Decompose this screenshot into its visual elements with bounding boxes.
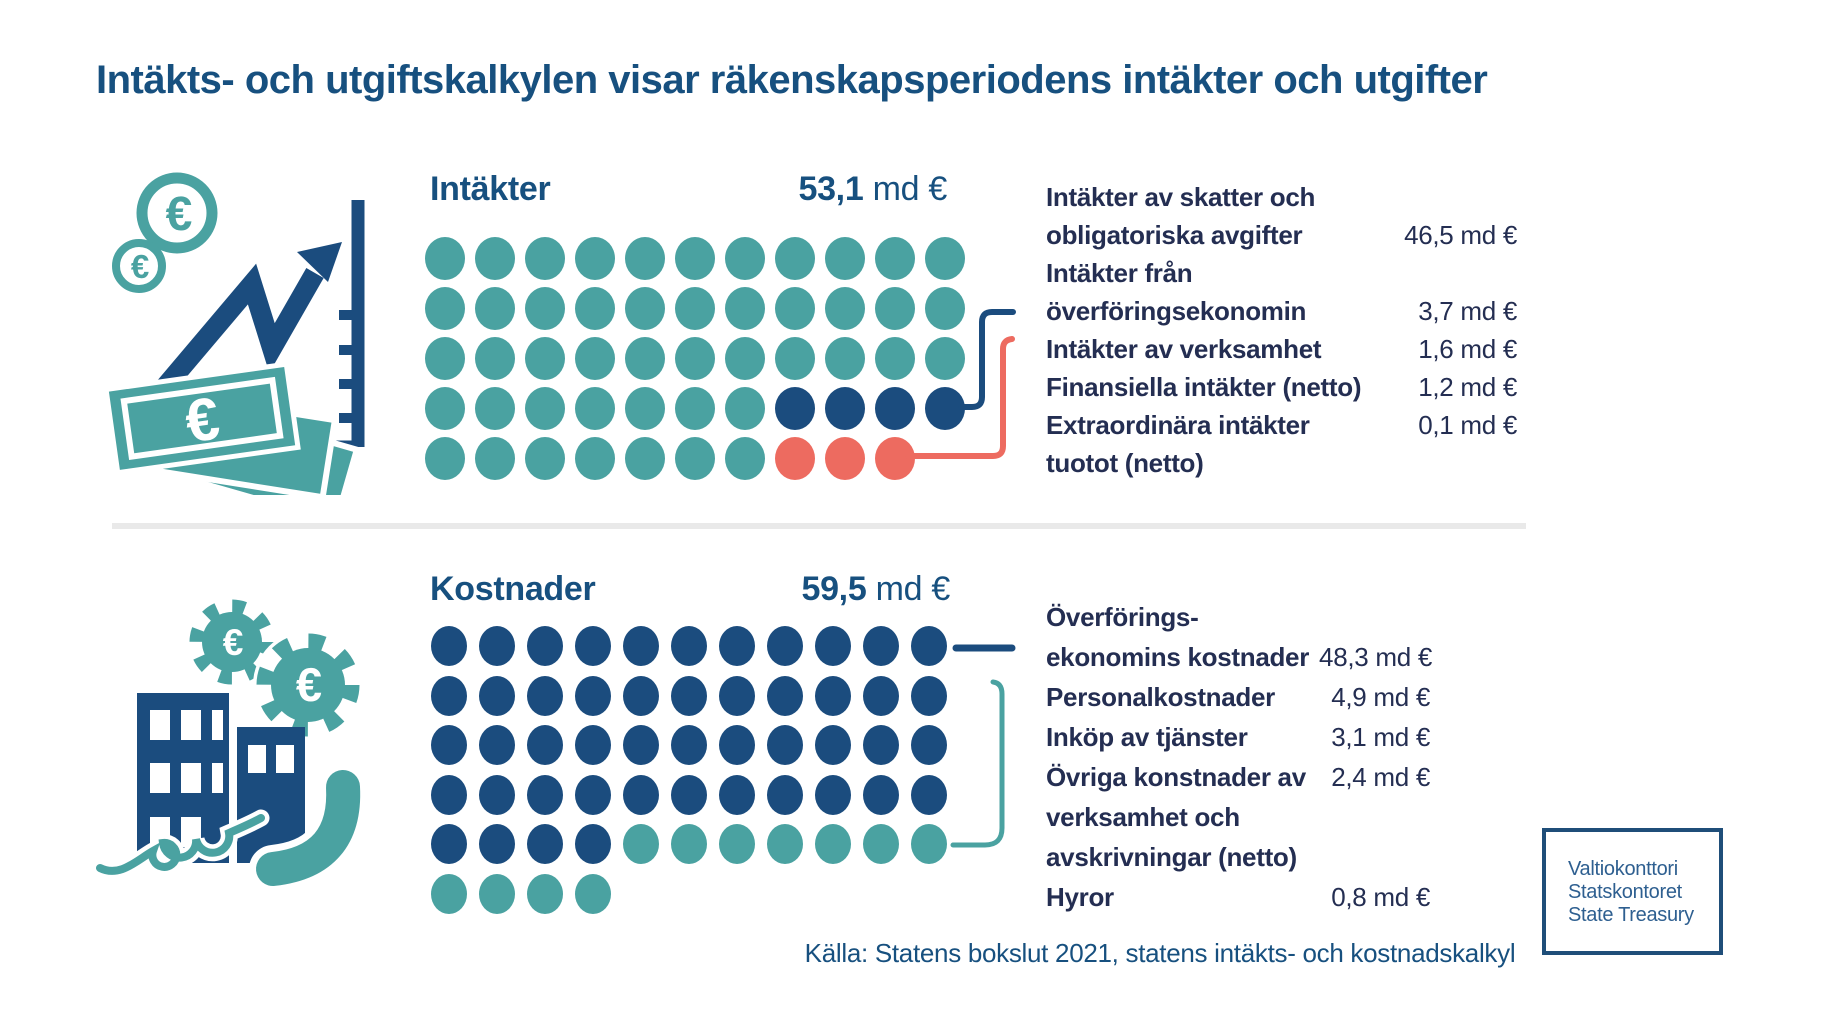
legend-row: Överförings- — [1046, 602, 1199, 632]
dot — [431, 725, 467, 765]
svg-text:€: € — [222, 622, 244, 663]
dot — [815, 676, 851, 716]
legend-row: Intäkter av skatter och — [1046, 182, 1316, 212]
income-total-unit: md € — [872, 170, 947, 208]
logo-line-fi: Valtiokonttori — [1568, 858, 1678, 880]
dot — [815, 775, 851, 815]
dot — [825, 437, 865, 480]
dot — [825, 237, 865, 280]
source-note: Källa: Statens bokslut 2021, statens intäkts- och kostnadskalkyl — [804, 938, 1516, 968]
dot — [775, 437, 815, 480]
section-divider — [112, 523, 1526, 529]
dot — [875, 237, 915, 280]
dot — [911, 824, 947, 864]
dot — [431, 775, 467, 815]
dot — [525, 287, 565, 330]
dot — [479, 626, 515, 666]
dot — [775, 387, 815, 430]
dot — [911, 626, 947, 666]
dot — [475, 337, 515, 380]
legend-row: Övriga konstnader av 2,4 md € — [1046, 762, 1430, 792]
legend-row: Finansiella intäkter (netto) 1,2 md € — [1046, 372, 1517, 402]
euro-coins-icon — [116, 178, 212, 289]
dot — [575, 725, 611, 765]
dot — [675, 437, 715, 480]
dot — [725, 237, 765, 280]
dot — [719, 626, 755, 666]
dot — [671, 824, 707, 864]
income-label: Intäkter — [430, 170, 551, 208]
dot — [725, 287, 765, 330]
dot — [575, 824, 611, 864]
legend-row: Intäkter från — [1046, 258, 1193, 288]
income-legend — [1046, 182, 1517, 486]
legend-row: tuotot (netto) — [1046, 448, 1204, 478]
dot — [425, 237, 465, 280]
dot — [479, 874, 515, 914]
page-title: Intäkts- och utgiftskalkylen visar räkenskapsperiodens intäkter och utgifter — [96, 58, 1488, 102]
dot — [725, 337, 765, 380]
dot — [911, 775, 947, 815]
dot — [815, 824, 851, 864]
legend-row: ekonomins kostnader 48,3 md € — [1046, 642, 1432, 672]
dot — [623, 725, 659, 765]
dot — [767, 824, 803, 864]
legend-row: överföringsekonomin 3,7 md € — [1046, 296, 1517, 326]
dot — [425, 337, 465, 380]
dot — [431, 824, 467, 864]
legend-row: obligatoriska avgifter 46,5 md € — [1046, 220, 1517, 250]
dot — [825, 387, 865, 430]
dot — [575, 676, 611, 716]
legend-row: Intäkter av verksamhet 1,6 md € — [1046, 334, 1517, 364]
dot — [863, 676, 899, 716]
dot — [825, 287, 865, 330]
dot — [575, 387, 615, 430]
dot — [671, 676, 707, 716]
chart-axis-icon — [300, 200, 358, 447]
dot — [625, 337, 665, 380]
svg-text:€: € — [130, 248, 150, 285]
dot — [863, 626, 899, 666]
dot — [815, 725, 851, 765]
dot — [675, 387, 715, 430]
dot — [479, 775, 515, 815]
dot — [767, 725, 803, 765]
svg-text:€: € — [165, 188, 193, 241]
costs-dot-matrix — [431, 626, 951, 926]
dot — [671, 626, 707, 666]
costs-icon — [95, 575, 395, 910]
dot — [527, 775, 563, 815]
costs-header — [430, 570, 950, 609]
dot — [575, 287, 615, 330]
dot — [527, 626, 563, 666]
dot — [431, 626, 467, 666]
dot — [775, 287, 815, 330]
dot — [575, 626, 611, 666]
dot — [525, 237, 565, 280]
legend-row: Inköp av tjänster 3,1 md € — [1046, 722, 1430, 752]
dot — [863, 725, 899, 765]
dot — [625, 387, 665, 430]
dot — [625, 237, 665, 280]
income-header — [430, 170, 947, 209]
dot — [475, 437, 515, 480]
dot — [875, 287, 915, 330]
dot — [875, 387, 915, 430]
dot — [911, 725, 947, 765]
dot — [525, 337, 565, 380]
dot — [925, 337, 965, 380]
legend-row: Personalkostnader 4,9 md € — [1046, 682, 1430, 712]
dot — [623, 626, 659, 666]
dot — [825, 337, 865, 380]
logo-line-en: State Treasury — [1568, 904, 1694, 926]
dot — [925, 287, 965, 330]
svg-text:€: € — [181, 384, 224, 456]
costs-total-number: 59,5 — [801, 570, 867, 608]
dot — [767, 775, 803, 815]
dot — [479, 676, 515, 716]
dot — [767, 676, 803, 716]
svg-text:€: € — [295, 658, 323, 711]
dot — [675, 237, 715, 280]
dot — [525, 437, 565, 480]
costs-teal-bracket — [953, 682, 1002, 845]
dot — [863, 824, 899, 864]
dot — [625, 287, 665, 330]
dot — [425, 387, 465, 430]
costs-total-unit: md € — [875, 570, 950, 608]
dot — [425, 437, 465, 480]
dot — [527, 824, 563, 864]
dot — [479, 824, 515, 864]
dot — [575, 237, 615, 280]
logo-line-sv: Statskontoret — [1568, 881, 1682, 903]
legend-row: Hyror 0,8 md € — [1046, 882, 1430, 912]
dot — [815, 626, 851, 666]
dot — [623, 775, 659, 815]
dot — [475, 287, 515, 330]
dot — [575, 337, 615, 380]
income-icon — [95, 160, 395, 495]
dot — [675, 287, 715, 330]
dot — [671, 725, 707, 765]
dot — [725, 387, 765, 430]
legend-row: verksamhet och — [1046, 802, 1240, 832]
dot — [875, 337, 915, 380]
dot — [475, 387, 515, 430]
costs-total — [801, 570, 950, 609]
dot — [527, 725, 563, 765]
income-total-number: 53,1 — [798, 170, 864, 208]
costs-label: Kostnader — [430, 570, 596, 608]
dot — [775, 337, 815, 380]
dot — [719, 824, 755, 864]
dot — [625, 437, 665, 480]
legend-row: avskrivningar (netto) — [1046, 842, 1297, 872]
dot — [725, 437, 765, 480]
dot — [911, 676, 947, 716]
dot — [575, 874, 611, 914]
dot — [425, 287, 465, 330]
dot — [479, 725, 515, 765]
dot — [671, 775, 707, 815]
dot — [475, 237, 515, 280]
dot — [431, 874, 467, 914]
dot — [767, 626, 803, 666]
dot — [575, 437, 615, 480]
dot — [623, 676, 659, 716]
dot — [527, 676, 563, 716]
income-dot-matrix — [425, 237, 965, 487]
dot — [719, 775, 755, 815]
dot — [719, 676, 755, 716]
dot — [863, 775, 899, 815]
dot — [527, 874, 563, 914]
dot — [575, 775, 611, 815]
dot — [675, 337, 715, 380]
dot — [431, 676, 467, 716]
dot — [775, 237, 815, 280]
dot — [925, 237, 965, 280]
dot — [525, 387, 565, 430]
dot — [875, 437, 915, 480]
legend-row: Extraordinära intäkter 0,1 md € — [1046, 410, 1517, 440]
costs-legend — [1046, 602, 1430, 922]
income-navy-bracket — [961, 312, 1013, 407]
dot — [719, 725, 755, 765]
dot — [925, 387, 965, 430]
state-treasury-logo — [1542, 828, 1723, 955]
dot — [623, 824, 659, 864]
banknotes-icon — [106, 364, 357, 495]
income-total — [798, 170, 947, 209]
